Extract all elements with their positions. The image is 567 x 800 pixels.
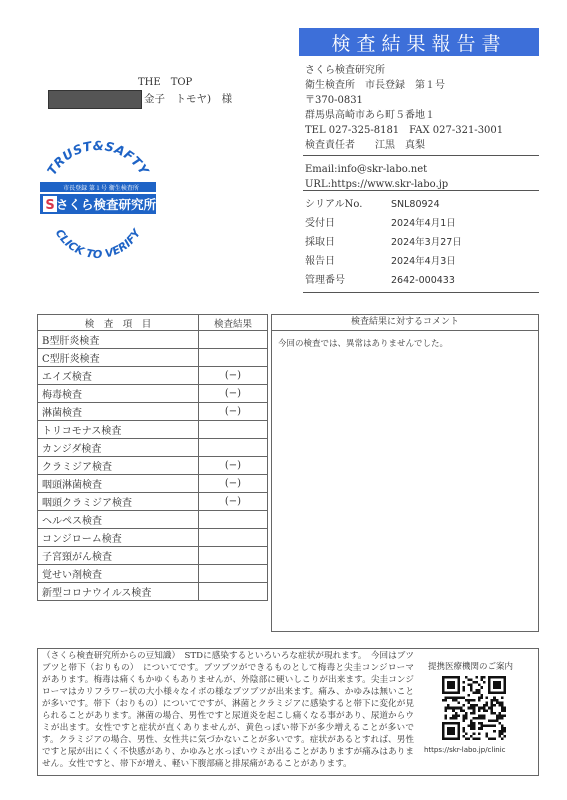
seal-s-mark-icon: S [45, 198, 55, 213]
test-item: 覚せい剤検査 [38, 565, 199, 583]
table-row [38, 565, 268, 583]
meta-row-serial [305, 195, 539, 214]
meta-label: シリアルNo. [305, 199, 363, 210]
seal-name: さくら検査研究所 [55, 197, 157, 212]
lab-line: 検査責任者 江黒 真梨 [305, 140, 425, 151]
seal-bottom-text: CLICK TO VERIFY [52, 226, 144, 262]
meta-value: 2024年4月3日 [391, 256, 456, 267]
table-row [38, 475, 268, 493]
meta-value: 2024年3月27日 [391, 237, 462, 248]
lab-info [305, 63, 545, 153]
test-result [199, 583, 268, 601]
table-header-row [38, 315, 268, 331]
lab-line: 衛生検査所 市長登録 第１号 [305, 80, 445, 91]
test-result [199, 421, 268, 439]
seal-sub-text: 市長登録 第１号 衛生検査所 [63, 185, 139, 192]
meta-row-collected [305, 233, 539, 252]
col-header-result: 検査結果 [199, 315, 268, 331]
partner-label: 提携医療機関のご案内 [428, 662, 514, 672]
meta-row-received [305, 214, 539, 233]
test-result [199, 439, 268, 457]
table-row [38, 493, 268, 511]
lab-line: さくら検査研究所 [305, 65, 385, 76]
test-item: トリコモナス検査 [38, 421, 199, 439]
trivia-text: （さくら検査研究所からの豆知識） STDに感染するといろいろな症状が現れます。 今回はブツブツと帯下（おりもの） についてです。ブツブツができるものとして梅毒と尖圭コンジローマがあります。梅毒は痛くもかゆくもありませんが、外陰部に硬いしこりが出来ます。尖圭コンジローマはカリフラワー状の大小様々なイボの様なブツブツが出来ます。痛み、かゆみは無いことが多いです。帯下（おりもの）についてですが、淋菌とクラミジアに感染すると帯下に変化が見られることがあります。淋菌の場合、男性ですと尿道炎を起こし痛くなる事があり、尿道からウミが出ます。女性ですと症状が直くありませんが、黄色っぽい帯下が多少増えることが多いです。クラミジアの場合、男性、女性共に気づかないことが多いです。症状があるとすれば、男性ですと尿が出にくく不快感があり、かゆみと水っぽいウミが出ることがありますが痛みはありません。女性ですと、帯下が増え、軽い下腹部痛と排尿痛があることがあります。 [42, 651, 414, 769]
lab-url[interactable]: URL:https://www.skr-labo.jp [305, 179, 449, 190]
lab-email[interactable]: Email:info@skr-labo.net [305, 164, 428, 175]
lab-line: 〒370-0831 [305, 95, 363, 106]
test-result [199, 511, 268, 529]
lab-contact [305, 162, 448, 192]
comment-box [271, 314, 539, 632]
report-meta [305, 195, 539, 290]
redacted-name [48, 90, 142, 109]
table-row [38, 385, 268, 403]
lab-seal-logo[interactable] [34, 138, 162, 266]
top-label: THE TOP [138, 77, 193, 88]
test-item: コンジローム検査 [38, 529, 199, 547]
divider [303, 155, 539, 156]
test-result: (−) [199, 457, 268, 475]
meta-row-control-no [305, 271, 539, 290]
test-item: 咽頭クラミジア検査 [38, 493, 199, 511]
test-results-table [37, 314, 268, 601]
lab-line: TEL 027-325-8181 FAX 027-321-3001 [305, 125, 504, 136]
svg-text:CLICK TO VERIFY [53, 226, 144, 261]
patient-name: 金子 トモヤ) 様 [144, 93, 233, 105]
meta-value: SNL80924 [391, 199, 440, 210]
test-item: C型肝炎検査 [38, 349, 199, 367]
meta-label: 報告日 [305, 256, 335, 267]
test-item: カンジダ検査 [38, 439, 199, 457]
test-item: 咽頭淋菌検査 [38, 475, 199, 493]
table-row [38, 547, 268, 565]
meta-value: 2642-000433 [391, 275, 455, 286]
svg-text:TRUST&SAFTY [44, 138, 153, 179]
test-result: (−) [199, 475, 268, 493]
table-row [38, 511, 268, 529]
test-item: ヘルペス検査 [38, 511, 199, 529]
table-row [38, 529, 268, 547]
test-item: B型肝炎検査 [38, 331, 199, 349]
col-header-item: 検 査 項 目 [38, 315, 199, 331]
test-item: 梅毒検査 [38, 385, 199, 403]
table-row [38, 331, 268, 349]
test-result: (−) [199, 385, 268, 403]
table-row [38, 403, 268, 421]
table-row [38, 421, 268, 439]
test-item: 淋菌検査 [38, 403, 199, 421]
qr-code-icon[interactable] [442, 676, 506, 740]
partner-url[interactable]: https://skr-labo.jp/clinic [424, 746, 506, 754]
test-item: エイズ検査 [38, 367, 199, 385]
report-title: 検査結果報告書 [299, 28, 539, 56]
test-result: (−) [199, 493, 268, 511]
meta-row-reported [305, 252, 539, 271]
test-result: (−) [199, 367, 268, 385]
meta-label: 受付日 [305, 218, 335, 229]
divider [303, 292, 539, 293]
test-item: クラミジア検査 [38, 457, 199, 475]
table-row [38, 367, 268, 385]
test-result: (−) [199, 403, 268, 421]
test-item: 新型コロナウイルス検査 [38, 583, 199, 601]
meta-label: 管理番号 [305, 275, 345, 286]
table-row [38, 349, 268, 367]
lab-line: 群馬県高崎市あら町５番地１ [305, 110, 435, 121]
test-item: 子宮頸がん検査 [38, 547, 199, 565]
test-result [199, 349, 268, 367]
comment-text: 今回の検査では、異常はありませんでした。 [278, 339, 449, 349]
table-row [38, 457, 268, 475]
test-result [199, 547, 268, 565]
seal-top-text: TRUST&SAFTY [43, 138, 153, 178]
meta-value: 2024年4月1日 [391, 218, 456, 229]
test-result [199, 331, 268, 349]
table-row [38, 583, 268, 601]
divider [303, 190, 539, 191]
meta-label: 採取日 [305, 237, 335, 248]
test-result [199, 529, 268, 547]
test-result [199, 565, 268, 583]
comment-heading: 検査結果に対するコメント [272, 315, 538, 331]
table-row [38, 439, 268, 457]
